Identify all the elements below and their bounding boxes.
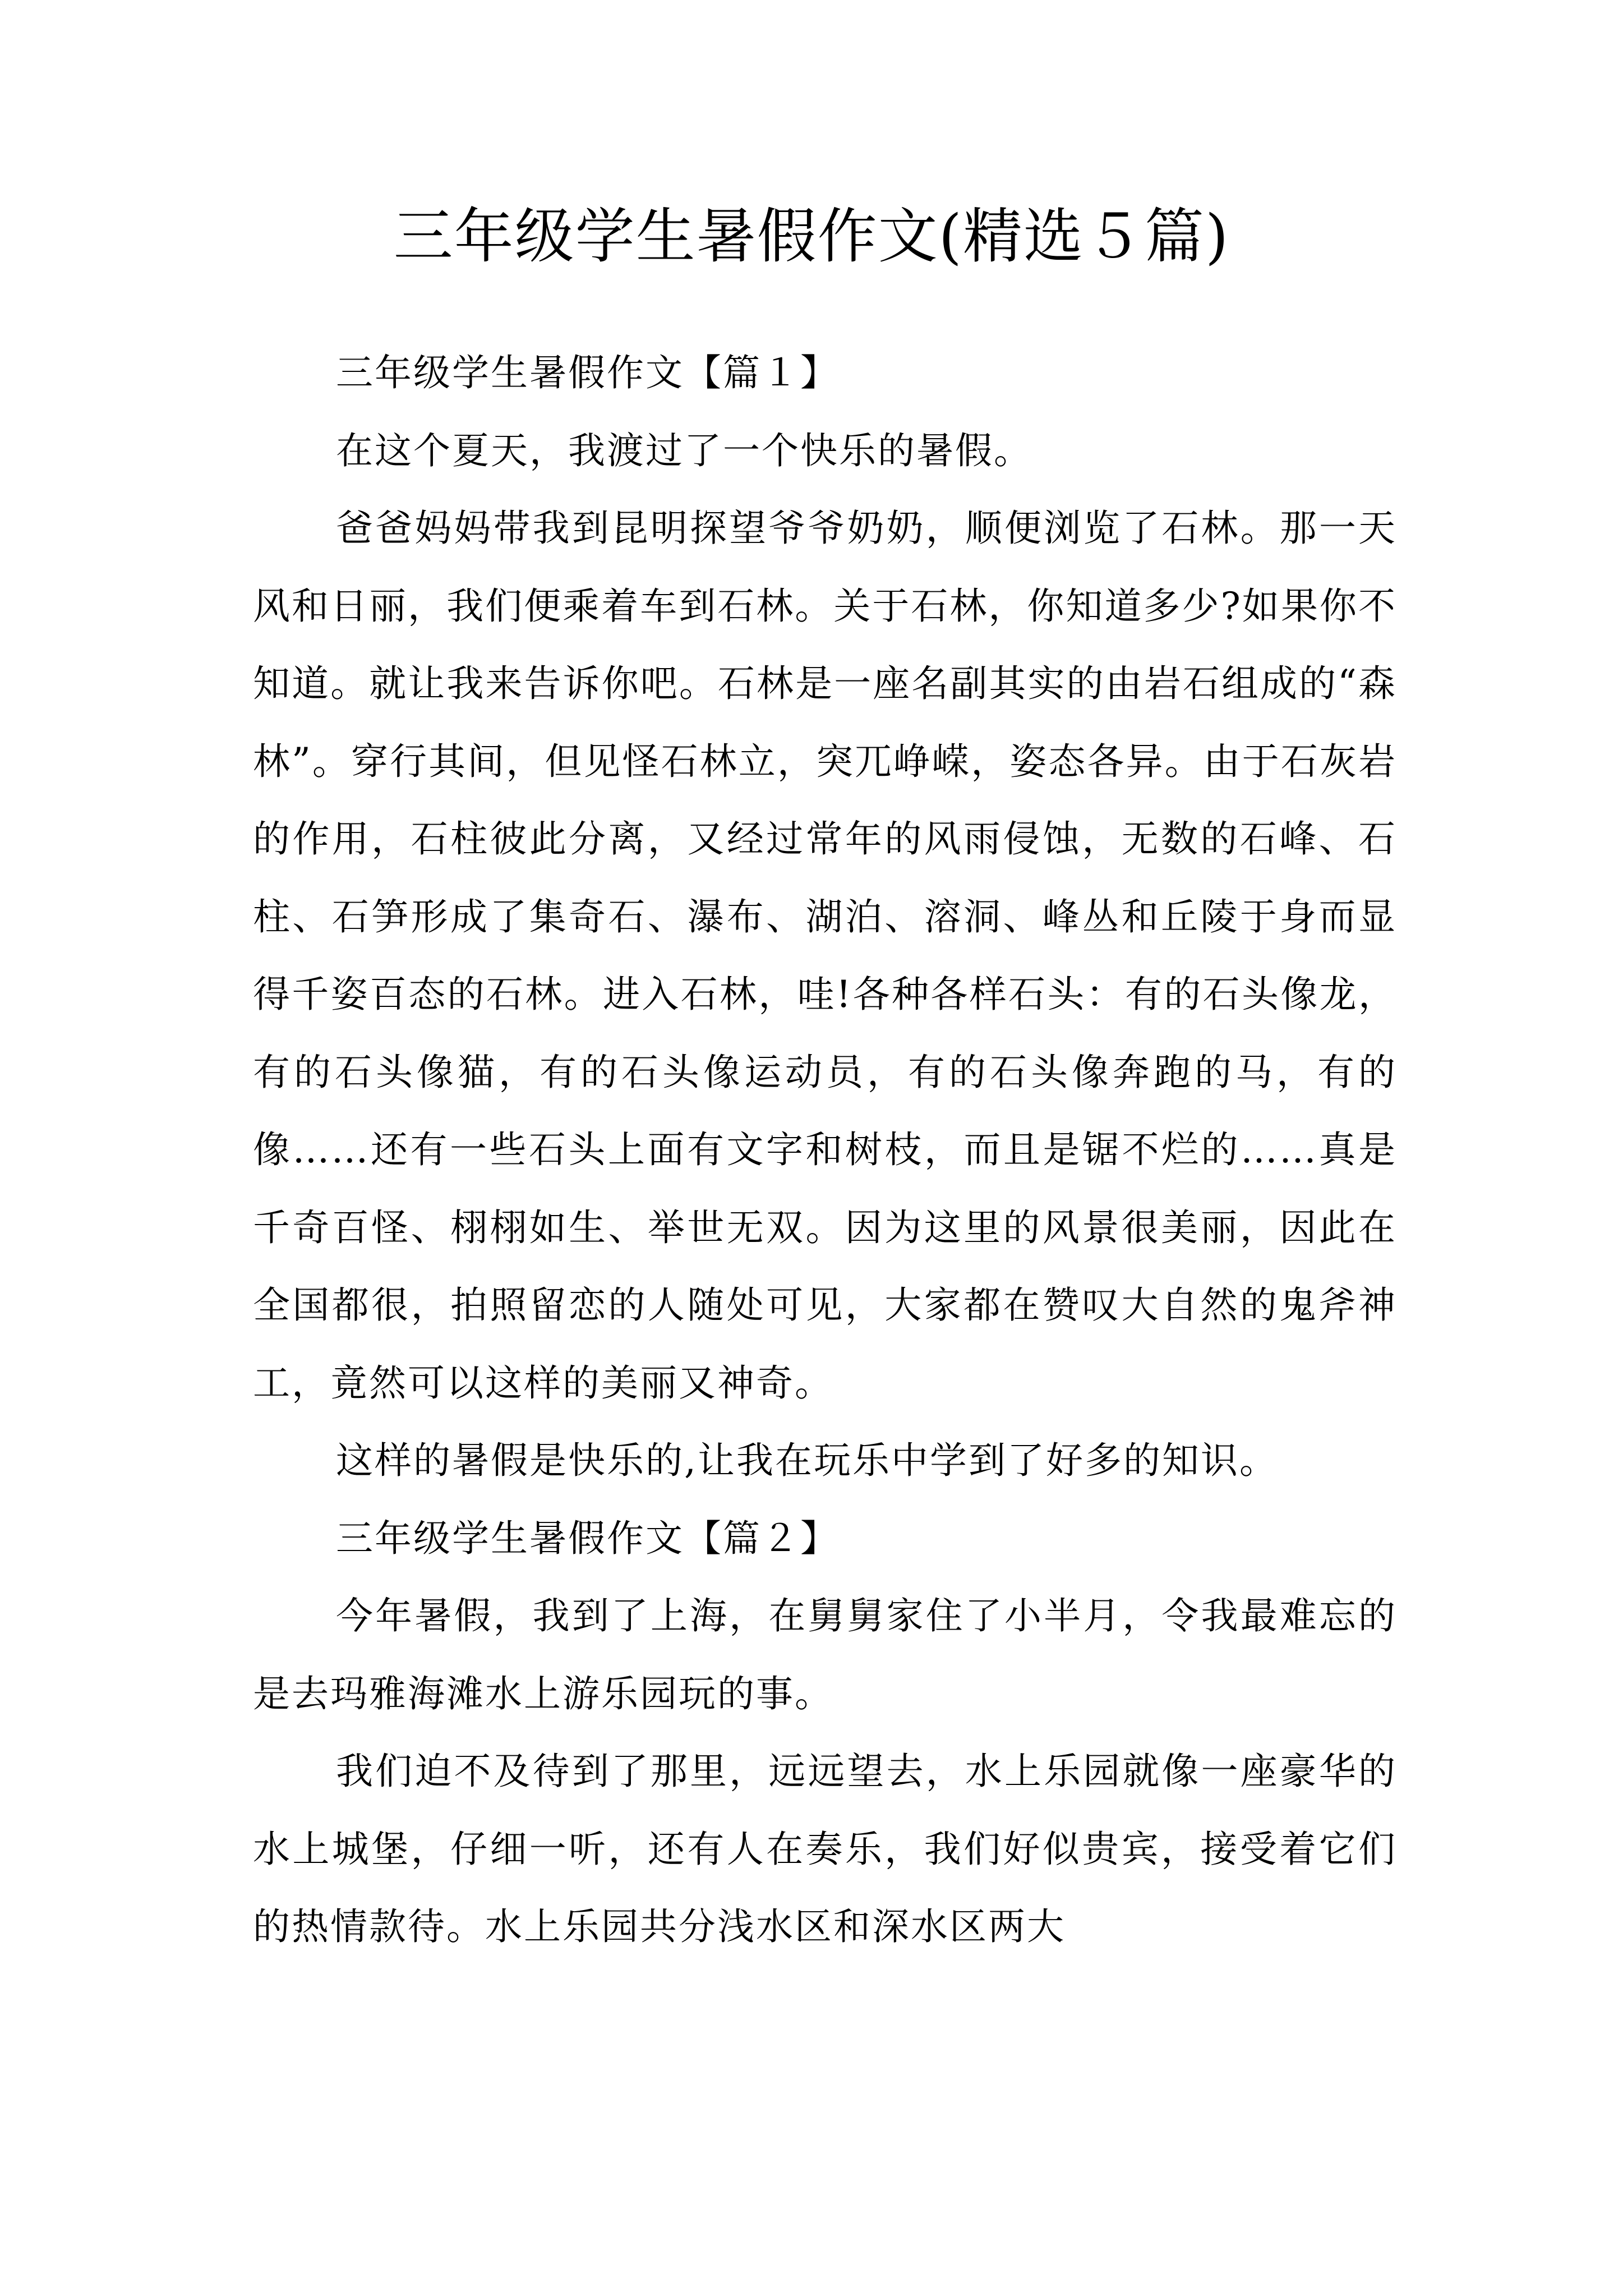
document-body bbox=[253, 334, 1397, 1966]
paragraph: 爸爸妈妈带我到昆明探望爷爷奶奶，顺便浏览了石林。那一天风和日丽，我们便乘着车到石林。关于石林，你知道多少?如果你不知道。就让我来告诉你吧。石林是一座名副其实的由岩石组成的“森林”。穿行其间，但见怪石林立，突兀峥嵘，姿态各异。由于石灰岩的作用，石柱彼此分离，又经过常年的风雨侵蚀，无数的石峰、石柱、石笋形成了集奇石、瀑布、湖泊、溶洞、峰丛和丘陵于身而显得千姿百态的石林。进入石林，哇!各种各样石头：有的石头像龙，有的石头像猫，有的石头像运动员，有的石头像奔跑的马，有的像……还有一些石头上面有文字和树枝，而且是锯不烂的……真是千奇百怪、栩栩如生、举世无双。因为这里的风景很美丽，因此在全国都很，拍照留恋的人随处可见，大家都在赞叹大自然的鬼斧神工，竟然可以这样的美丽又神奇。 bbox=[253, 507, 1397, 1405]
paragraph: 我们迫不及待到了那里，远远望去，水上乐园就像一座豪华的水上城堡，仔细一听，还有人在奏乐，我们好似贵宾，接受着它们的热情款待。水上乐园共分浅水区和深水区两大 bbox=[253, 1750, 1397, 1948]
paragraph: 在这个夏天，我渡过了一个快乐的暑假。 bbox=[336, 429, 1032, 472]
section-heading: 三年级学生暑假作文【篇２】 bbox=[336, 1516, 839, 1560]
paragraph: 这样的暑假是快乐的,让我在玩乐中学到了好多的知识。 bbox=[336, 1439, 1278, 1482]
paragraph: 今年暑假，我到了上海，在舅舅家住了小半月，令我最难忘的是去玛雅海滩水上游乐园玩的事。 bbox=[253, 1594, 1397, 1715]
section-heading: 三年级学生暑假作文【篇１】 bbox=[336, 351, 839, 394]
document-title: 三年级学生暑假作文(精选５篇) bbox=[393, 202, 1230, 271]
